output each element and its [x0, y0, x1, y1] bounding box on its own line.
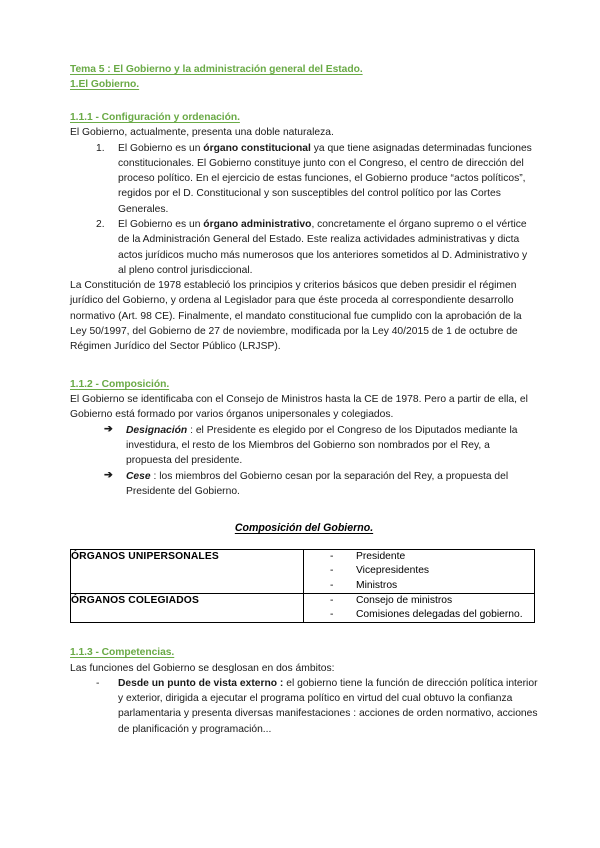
section-112-intro: El Gobierno se identificaba con el Consejo de Ministros hasta la CE de 1978. Pero a partir de ella, el Gobierno está formado por varios órganos unipersonales y colegiados. — [70, 394, 528, 421]
table-cell-items — [304, 593, 535, 622]
list-item — [304, 550, 534, 564]
list-item — [304, 579, 534, 593]
page-subtitle: 1.El Gobierno. — [70, 79, 140, 91]
list-item-lead: Desde un punto de vista externo : — [118, 677, 284, 689]
table-row-label: ÓRGANOS COLEGIADOS — [71, 594, 199, 606]
list-item-text: Presidente — [356, 551, 406, 563]
list-item-text-before: El Gobierno es un — [118, 219, 204, 230]
dash-bullet-icon: - — [330, 579, 334, 591]
list-item-text: : el Presidente es elegido por el Congreso de los Diputados mediante la investidura, el resto de los Miembros del Gobierno son nombrados por el Rey, a propuesta del presidente. — [126, 424, 518, 467]
table-cell-items — [304, 550, 535, 594]
spacer — [70, 93, 538, 110]
list-item — [304, 594, 534, 608]
table-cell-list — [304, 550, 534, 593]
spacer — [70, 623, 538, 645]
spacer — [70, 355, 538, 377]
section-111-closing-paragraph: La Constitución de 1978 estableció los principios y criterios básicos que deben presidir el régimen jurídico del Gobierno, y ordena al Legislador para que éste proceda al correspondiente desarrollo normativo (Art. 98 CE). Finalmente, el mandato constitucional fue cumplido con la aprobación de la Ley 50/1997, del Gobierno de 27 de noviembre, modificada por la Ley 40/2015 de 1 de octubre de Régimen Jurídico del Sector Público (LRJSP). — [70, 280, 522, 353]
section-heading-112: 1.1.2 - Composición. — [70, 378, 170, 390]
dash-bullet-icon: - — [330, 608, 334, 620]
list-item-text: Ministros — [356, 579, 398, 591]
list-item-text: : los miembros del Gobierno cesan por la separación del Rey, a propuesta del Presidente del Gobierno. — [126, 470, 509, 497]
list-item-lead: órgano constitucional — [203, 142, 311, 154]
spacer — [70, 499, 538, 521]
list-item-lead: Designación — [126, 424, 188, 436]
table-cell-list — [304, 594, 534, 622]
table-row — [71, 550, 535, 594]
list-item — [304, 608, 534, 622]
arrow-right-icon: ➔ — [104, 469, 113, 482]
table-caption: Composición del Gobierno. — [234, 522, 374, 535]
section-heading-111: 1.1.1 - Configuración y ordenación. — [70, 111, 240, 123]
table-cell-label — [71, 550, 304, 594]
spacer — [70, 536, 538, 549]
composition-table — [70, 549, 535, 623]
page-title: Tema 5 : El Gobierno y la administración general del Estado. — [70, 64, 363, 75]
list-item — [70, 217, 538, 278]
section-112-list — [70, 423, 538, 499]
dash-bullet-icon: - — [96, 677, 100, 689]
dash-bullet-icon: - — [330, 551, 334, 563]
list-item-text: Comisiones delegadas del gobierno. — [356, 608, 523, 620]
list-item — [70, 423, 538, 469]
list-item — [70, 469, 538, 500]
list-item-text: Consejo de ministros — [356, 594, 453, 606]
list-item-lead: órgano administrativo — [203, 219, 312, 230]
list-item-text-after: , concretamente el órgano supremo o el vértice de la Administración General del Estado. Este realiza actividades administrativas y dicta actos jurídicos mucho más numerosos que los anteriores sometidos al D. Administrativo y al pleno control jurisdiccional. — [118, 219, 528, 276]
list-item — [70, 141, 538, 217]
section-111-intro: El Gobierno, actualmente, presenta una doble naturaleza. — [70, 127, 334, 139]
section-113-intro: Las funciones del Gobierno se desglosan en dos ámbitos: — [70, 662, 335, 674]
list-item-lead: Cese — [126, 470, 151, 482]
list-item — [70, 676, 538, 737]
section-heading-113: 1.1.3 - Competencias. — [70, 647, 175, 659]
section-111-list — [70, 141, 538, 279]
dash-bullet-icon: - — [330, 565, 334, 577]
document-title-block — [70, 62, 538, 93]
section-113-list — [70, 676, 538, 737]
table-row-label: ÓRGANOS UNIPERSONALES — [71, 551, 219, 563]
list-item-text-after: ya que tiene asignadas determinadas funciones constitucionales. El Gobierno constituye junto con el Congreso, el centro de dirección del proceso político. En el ejercicio de estas funciones, el Gobierno produce “actos políticos”, regidos por el D. Constitucional y son susceptibles del control político por las Cortes Generales. — [118, 142, 532, 215]
list-item-text: el gobierno tiene la función de dirección política interior y exterior, dirigida a ejecutar el programa político en virtud del cual obtuvo la confianza parlamentaria y presenta diversas manifestaciones : acciones de orden normativo, acciones de planificación y programación... — [118, 677, 538, 735]
table-cell-label — [71, 593, 304, 622]
list-item-text: Vicepresidentes — [356, 565, 430, 577]
list-item — [304, 564, 534, 578]
table-row — [71, 593, 535, 622]
arrow-right-icon: ➔ — [104, 423, 113, 436]
dash-bullet-icon: - — [330, 594, 334, 606]
list-item-text-before: El Gobierno es un — [118, 142, 204, 154]
